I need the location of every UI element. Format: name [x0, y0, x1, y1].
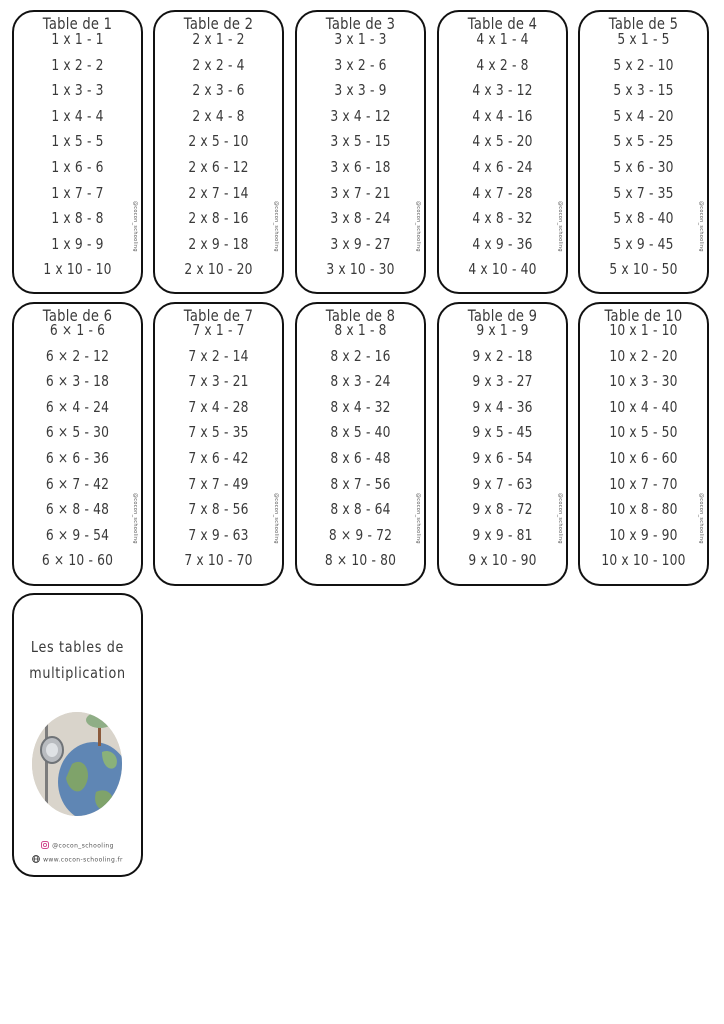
multiplication-row: 2 x 2 - 4	[192, 55, 245, 74]
multiplication-row: 6 × 8 - 48	[45, 500, 110, 519]
multiplication-row: 7 x 6 - 42	[188, 449, 249, 467]
table-title: Table de 5	[608, 14, 679, 33]
multiplication-row: 1 x 6 - 6	[51, 158, 104, 176]
multiplication-row: 9 x 10 - 90	[468, 551, 537, 570]
watermark-handle: @cocon_schooling	[698, 201, 704, 252]
cover-title-line1: Les tables de	[30, 638, 125, 656]
multiplication-row: 3 x 9 - 27	[330, 234, 391, 253]
multiplication-row: 8 x 5 - 40	[330, 423, 391, 442]
multiplication-row: 9 x 9 - 81	[472, 525, 533, 544]
multiplication-row: 4 x 10 - 40	[468, 260, 537, 279]
multiplication-row: 4 x 4 - 16	[472, 106, 533, 125]
multiplication-row: 4 x 2 - 8	[476, 55, 529, 74]
multiplication-row: 6 × 7 - 42	[45, 474, 110, 493]
multiplication-row: 6 × 3 - 18	[45, 372, 110, 391]
multiplication-row: 4 x 6 - 24	[472, 158, 533, 176]
multiplication-row: 7 x 9 - 63	[188, 525, 249, 544]
multiplication-row: 9 x 7 - 63	[472, 474, 533, 493]
multiplication-row: 3 x 10 - 30	[326, 260, 395, 279]
website-line	[12, 855, 143, 865]
multiplication-row: 10 x 6 - 60	[609, 449, 678, 467]
multiplication-row: 2 x 7 - 14	[188, 183, 249, 202]
table-card-5	[578, 10, 709, 294]
multiplication-row: 5 x 7 - 35	[613, 183, 674, 202]
instagram-line	[12, 841, 143, 851]
multiplication-row: 6 × 5 - 30	[45, 423, 110, 442]
multiplication-row: 7 x 8 - 56	[188, 500, 249, 519]
multiplication-row: 8 × 9 - 72	[328, 525, 393, 544]
multiplication-row: 1 x 1 - 1	[51, 30, 104, 48]
watermark-handle: @cocon_schooling	[557, 201, 563, 252]
table-card-6	[12, 302, 143, 586]
multiplication-row: 7 x 1 - 7	[192, 321, 245, 339]
multiplication-row: 4 x 3 - 12	[472, 81, 533, 100]
watermark-handle: @cocon_schooling	[273, 201, 279, 252]
multiplication-row: 8 x 8 - 64	[330, 500, 391, 519]
multiplication-row: 9 x 4 - 36	[472, 397, 533, 416]
multiplication-row: 8 × 10 - 80	[324, 551, 397, 570]
table-card-4	[437, 10, 568, 294]
multiplication-row: 2 x 8 - 16	[188, 209, 249, 228]
watermark-handle: @cocon_schooling	[698, 493, 704, 544]
cover-title-line2: multiplication	[29, 664, 126, 682]
watermark-handle: @cocon_schooling	[415, 493, 421, 544]
multiplication-row: 2 x 1 - 2	[192, 30, 245, 48]
multiplication-row: 7 x 7 - 49	[188, 474, 249, 493]
multiplication-row: 5 x 5 - 25	[613, 132, 674, 151]
table-title: Table de 3	[325, 14, 396, 33]
multiplication-row: 1 x 5 - 5	[51, 132, 104, 151]
multiplication-row: 8 x 6 - 48	[330, 449, 391, 467]
multiplication-row: 5 x 4 - 20	[613, 106, 674, 125]
multiplication-row: 5 x 1 - 5	[617, 30, 670, 48]
multiplication-row: 4 x 7 - 28	[472, 183, 533, 202]
table-title: Table de 8	[325, 306, 396, 325]
multiplication-row: 2 x 3 - 6	[192, 81, 245, 100]
website-url: www.cocon-schooling.fr	[43, 856, 123, 864]
multiplication-row: 1 x 10 - 10	[43, 260, 112, 279]
watermark-handle: @cocon_schooling	[273, 493, 279, 544]
multiplication-row: 1 x 4 - 4	[51, 106, 104, 125]
globe-icon	[32, 855, 40, 865]
multiplication-row: 8 x 3 - 24	[330, 372, 391, 391]
multiplication-row: 9 x 5 - 45	[472, 423, 533, 442]
multiplication-row: 3 x 6 - 18	[330, 158, 391, 176]
multiplication-row: 2 x 10 - 20	[184, 260, 253, 279]
table-card-9	[437, 302, 568, 586]
table-title: Table de 4	[467, 14, 538, 33]
multiplication-row: 5 x 8 - 40	[613, 209, 674, 228]
multiplication-row: 3 x 7 - 21	[330, 183, 391, 202]
multiplication-row: 8 x 7 - 56	[330, 474, 391, 493]
table-card-8	[295, 302, 426, 586]
multiplication-row: 2 x 6 - 12	[188, 158, 249, 176]
multiplication-row: 8 x 1 - 8	[334, 321, 387, 339]
table-title: Table de 9	[467, 306, 538, 325]
watermark-handle: @cocon_schooling	[132, 493, 138, 544]
multiplication-row: 7 x 10 - 70	[184, 551, 253, 570]
multiplication-row: 3 x 8 - 24	[330, 209, 391, 228]
table-card-3	[295, 10, 426, 294]
multiplication-row: 7 x 5 - 35	[188, 423, 249, 442]
multiplication-row: 9 x 1 - 9	[476, 321, 529, 339]
multiplication-row: 4 x 8 - 32	[472, 209, 533, 228]
multiplication-row: 9 x 8 - 72	[472, 500, 533, 519]
multiplication-row: 5 x 3 - 15	[613, 81, 674, 100]
table-card-1	[12, 10, 143, 294]
multiplication-row: 6 × 1 - 6	[49, 321, 106, 339]
table-title: Table de 2	[183, 14, 254, 33]
multiplication-row: 10 x 1 - 10	[609, 321, 678, 339]
multiplication-row: 1 x 3 - 3	[51, 81, 104, 100]
table-card-10	[578, 302, 709, 586]
table-title: Table de 1	[42, 14, 113, 33]
watermark-handle: @cocon_schooling	[415, 201, 421, 252]
multiplication-row: 1 x 9 - 9	[51, 234, 104, 253]
table-title: Table de 7	[183, 306, 254, 325]
cover-photo	[32, 712, 122, 816]
table-title: Table de 6	[42, 306, 113, 325]
multiplication-row: 7 x 2 - 14	[188, 346, 249, 365]
multiplication-row: 5 x 2 - 10	[613, 55, 674, 74]
instagram-handle: @cocon_schooling	[52, 842, 114, 850]
multiplication-row: 1 x 7 - 7	[51, 183, 104, 202]
multiplication-row: 9 x 3 - 27	[472, 372, 533, 391]
multiplication-row: 6 × 10 - 60	[41, 551, 114, 570]
multiplication-row: 7 x 3 - 21	[188, 372, 249, 391]
multiplication-row: 5 x 9 - 45	[613, 234, 674, 253]
multiplication-row: 4 x 9 - 36	[472, 234, 533, 253]
multiplication-row: 6 × 4 - 24	[45, 397, 110, 416]
watermark-handle: @cocon_schooling	[557, 493, 563, 544]
multiplication-row: 5 x 6 - 30	[613, 158, 674, 176]
multiplication-row: 6 × 9 - 54	[45, 525, 110, 544]
multiplication-row: 6 × 6 - 36	[45, 449, 110, 467]
multiplication-row: 2 x 5 - 10	[188, 132, 249, 151]
multiplication-row: 10 x 2 - 20	[609, 346, 678, 365]
multiplication-row: 7 x 4 - 28	[188, 397, 249, 416]
watermark-handle: @cocon_schooling	[132, 201, 138, 252]
multiplication-row: 8 x 4 - 32	[330, 397, 391, 416]
multiplication-row: 3 x 1 - 3	[334, 30, 387, 48]
multiplication-row: 2 x 4 - 8	[192, 106, 245, 125]
table-title: Table de 10	[604, 306, 683, 325]
multiplication-row: 9 x 2 - 18	[472, 346, 533, 365]
multiplication-row: 6 × 2 - 12	[45, 346, 110, 365]
multiplication-row: 10 x 10 - 100	[601, 551, 686, 570]
multiplication-row: 3 x 2 - 6	[334, 55, 387, 74]
multiplication-row: 10 x 3 - 30	[609, 372, 678, 391]
multiplication-row: 5 x 10 - 50	[609, 260, 678, 279]
multiplication-row: 1 x 2 - 2	[51, 55, 104, 74]
table-card-7	[153, 302, 284, 586]
multiplication-row: 10 x 7 - 70	[609, 474, 678, 493]
multiplication-row: 4 x 5 - 20	[472, 132, 533, 151]
instagram-icon	[41, 841, 49, 851]
multiplication-row: 1 x 8 - 8	[51, 209, 104, 228]
multiplication-row: 10 x 9 - 90	[609, 525, 678, 544]
multiplication-row: 10 x 5 - 50	[609, 423, 678, 442]
table-card-2	[153, 10, 284, 294]
multiplication-row: 3 x 3 - 9	[334, 81, 387, 100]
multiplication-row: 8 x 2 - 16	[330, 346, 391, 365]
multiplication-row: 10 x 4 - 40	[609, 397, 678, 416]
multiplication-row: 2 x 9 - 18	[188, 234, 249, 253]
multiplication-row: 4 x 1 - 4	[476, 30, 529, 48]
globe-drawing-image	[32, 712, 122, 816]
multiplication-row: 9 x 6 - 54	[472, 449, 533, 467]
multiplication-row: 3 x 5 - 15	[330, 132, 391, 151]
multiplication-row: 10 x 8 - 80	[609, 500, 678, 519]
multiplication-row: 3 x 4 - 12	[330, 106, 391, 125]
